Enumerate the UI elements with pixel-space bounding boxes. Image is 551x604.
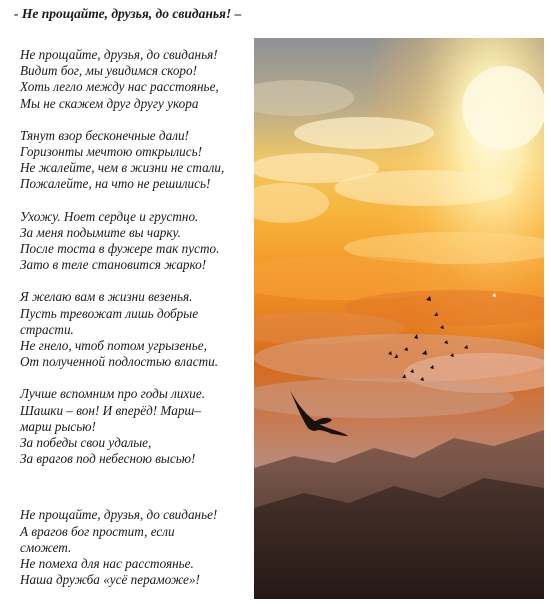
- poem-line: Тянут взор бесконечные дали!: [20, 127, 189, 143]
- sunset-sky-image: [254, 38, 544, 599]
- moon-disk: [462, 66, 544, 150]
- mountain-range-near: [254, 478, 544, 599]
- poem-line: А врагов бог простит, если: [20, 523, 175, 539]
- poem-line: сможет.: [20, 539, 72, 555]
- poem-line: За меня подымите вы чарку.: [20, 224, 181, 240]
- poem-line: Видит бог, мы увидимся скоро!: [20, 63, 197, 79]
- poem-line: Я желаю вам в жизни везенья.: [20, 289, 193, 305]
- poem-line: страсти.: [20, 321, 74, 337]
- poem-line: Зато в теле становится жарко!: [20, 257, 207, 273]
- stanza-6: [20, 507, 252, 588]
- poem-line: Не жалейте, чем в жизни не стали,: [20, 160, 225, 176]
- poem-line: Пожалейте, на что не решились!: [20, 176, 211, 192]
- poem-line: Не гнело, чтоб потом угрызенье,: [20, 338, 207, 354]
- poem-line: После тоста в фужере так пусто.: [20, 241, 220, 257]
- poem-title: - Не прощайте, друзья, до свиданья! –: [14, 6, 242, 21]
- sunset-illustration: [254, 38, 544, 599]
- poem-line: Лучше вспомним про годы лихие.: [20, 386, 206, 402]
- poem-line: Не прощайте, друзья, до свиданье!: [20, 507, 218, 523]
- poem-line: Мы не скажем друг другу укора: [20, 95, 199, 111]
- poem-line: Ухожу. Ноет сердце и грустно.: [20, 208, 199, 224]
- poem-line: За победы свои удалые,: [20, 435, 152, 451]
- poem-line: Не помеха для нас расстояньe.: [20, 556, 194, 572]
- poem-line: Пусть тревожат лишь добрые: [20, 305, 199, 321]
- poem-line: От полученной подлостью власти.: [20, 354, 219, 370]
- poem-line: Наша дружба «усё пераможе»!: [20, 572, 200, 588]
- stanza-5: [20, 386, 252, 467]
- poem-line: За врагов под небесною высью!: [20, 451, 196, 467]
- poem-line: Горизонты мечтою открылись!: [20, 144, 202, 160]
- stanza-2: [20, 128, 252, 193]
- poem-line: Хоть легло между нас расстоянье,: [20, 79, 219, 95]
- stanza-4: [20, 289, 252, 370]
- poem-body: [20, 47, 252, 604]
- stanza-1: [20, 47, 252, 112]
- poem-line: марш рысью!: [20, 418, 96, 434]
- stanza-3: [20, 209, 252, 274]
- poem-line: Не прощайте, друзья, до свиданья!: [20, 47, 218, 62]
- poem-line: Шашки – вон! И вперёд! Марш–: [20, 402, 201, 418]
